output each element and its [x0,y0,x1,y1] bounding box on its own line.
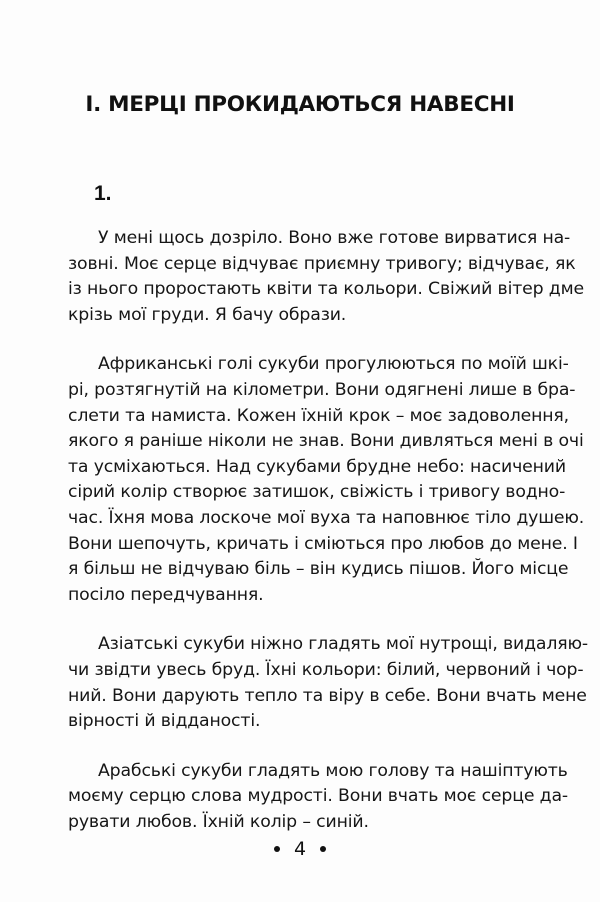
text-line: слети та намиста. Кожен їхній крок – моє задоволення, [68,405,570,426]
text-line: Азіатські сукуби ніжно гладять мої нутрощі, видаляю- [98,634,588,655]
paragraph-2 [68,352,585,608]
paragraph-1 [68,226,584,328]
text-line: якого я раніше ніколи не знав. Вони дивляться мені в очі [68,431,584,452]
section-number: 1. [94,182,112,205]
text-line: сірий колір створює затишок, свіжість і тривогу водно- [68,482,566,503]
text-line: вірності й відданості. [68,711,261,732]
text-line: рі, розтягнутій на кілометри. Вони одягнені лише в бра- [68,379,576,400]
text-line: Вони шепочуть, кричать і сміються про любов до мене. І [68,533,578,554]
text-line: рувати любов. Їхній колір – синій. [68,811,369,832]
text-line: У мені щось дозріло. Воно вже готове вирватися на- [98,228,571,248]
text-line: моєму серцю слова мудрості. Вони вчать моє серце да- [68,786,568,807]
text-line: Арабські сукуби гладять мою голову та нашіптують [98,760,568,781]
text-line: Африканські голі сукуби прогулюються по моїй шкі- [98,354,569,375]
chapter-title: І. МЕРЦІ ПРОКИДАЮТЬСЯ НАВЕСНІ [85,92,515,118]
bullet-ornament-left [274,846,280,852]
text-line: крізь мої груди. Я бачу образи. [68,304,347,325]
paragraph-4 [68,759,568,836]
text-line: час. Їхня мова лоскоче мої вуха та наповнює тіло душею. [68,507,585,528]
text-line: ний. Вони дарують тепло та віру в себе. Вони вчать мене [68,685,587,706]
text-line: я більш не відчуваю біль – він кудись пішов. Його місце [68,559,569,580]
text-line: чи звідти увесь бруд. Їхні кольори: білий, червоний і чор- [68,659,584,680]
text-line: та усміхаються. Над сукубами брудне небо: насичений [68,456,566,477]
bullet-ornament-right [320,846,326,852]
text-line: посіло передчування. [68,584,264,605]
body-text [68,226,588,859]
page-number-value: 4 [293,838,307,860]
text-line: зовні. Моє серце відчуває приємну тривогу; відчуває, як [68,253,576,274]
text-line: із нього проростають квіти та кольори. Свіжий вітер дме [68,279,584,300]
paragraph-3 [68,632,588,734]
page-number [0,838,600,860]
